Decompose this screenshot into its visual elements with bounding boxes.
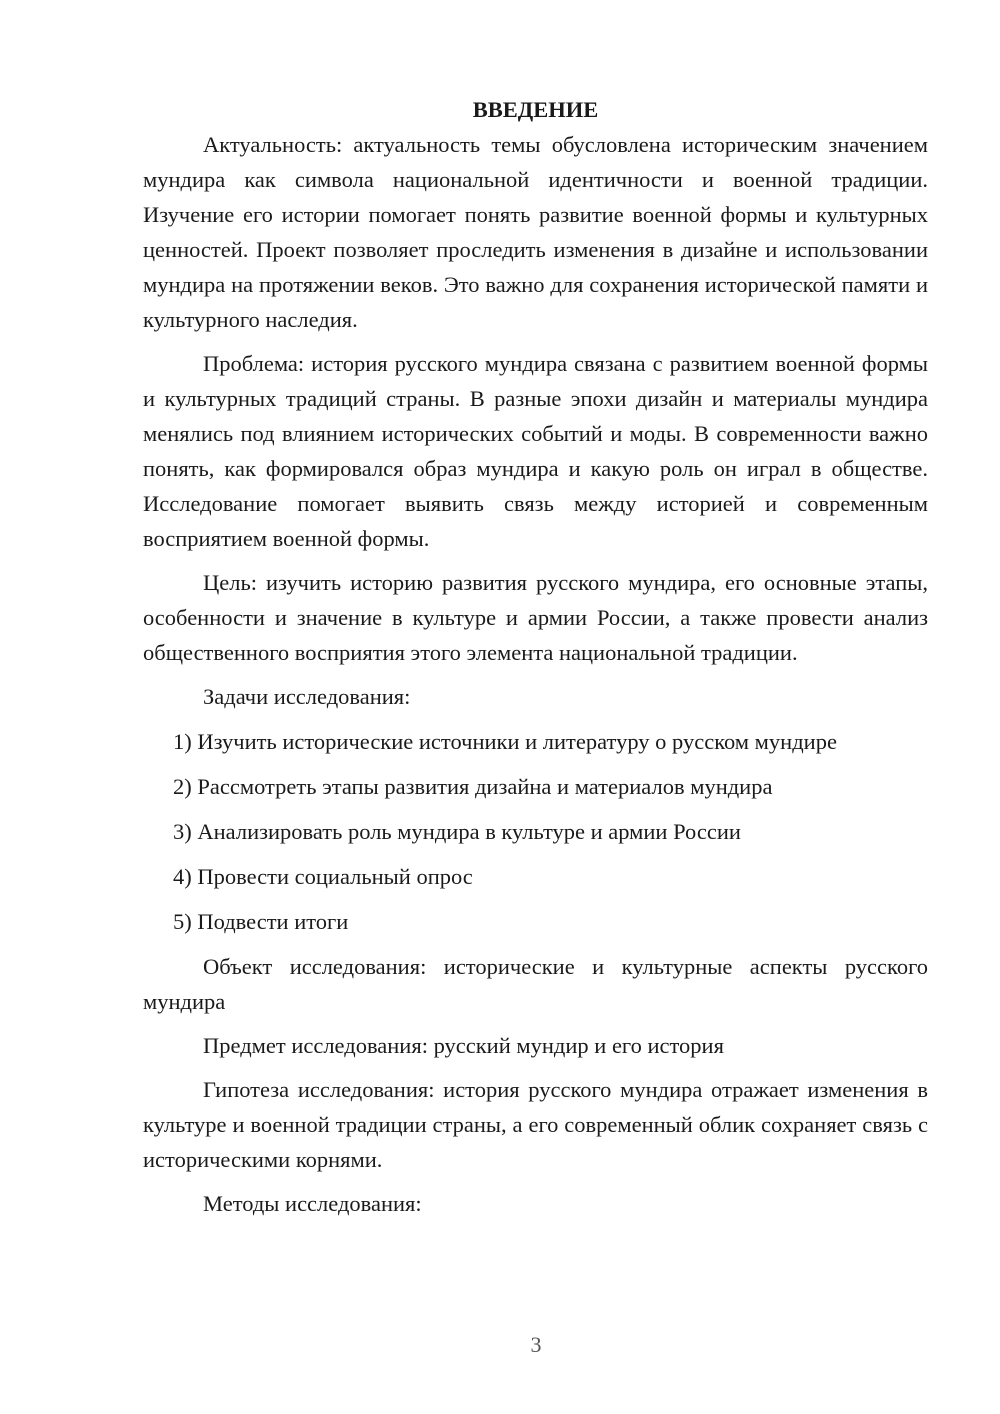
list-item: 5) Подвести итоги [173,909,349,934]
list-item: 2) Рассмотреть этапы развития дизайна и материалов мундира [173,774,773,799]
problem-paragraph: Проблема: история русского мундира связана с развитием военной формы и культурных традиций страны. В разные эпохи дизайн и материалы мундира менялись под влиянием исторических событий и моды. В современности важно понять, как формировался образ мундира и какую роль он играл в обществе. Исследование помогает выявить связь между историей и современным восприятием военной формы. [143,351,928,551]
list-item: 4) Провести социальный опрос [173,864,473,889]
list-item: 1) Изучить исторические источники и литературу о русском мундире [173,729,837,754]
section-title: ВВЕДЕНИЕ [472,97,599,122]
page-number: 3 [530,1332,542,1357]
list-item: 3) Анализировать роль мундира в культуре и армии России [173,819,741,844]
object-paragraph: Объект исследования: исторические и культурные аспекты русского мундира [143,954,928,1014]
tasks-label: Задачи исследования: [203,684,411,709]
subject-paragraph: Предмет исследования: русский мундир и его история [203,1033,724,1058]
goal-paragraph: Цель: изучить историю развития русского мундира, его основные этапы, особенности и значение в культуре и армии России, а также провести анализ общественного восприятия этого элемента национальной традиции. [143,570,928,665]
document-page [143,92,928,1231]
methods-label: Методы исследования: [203,1191,422,1216]
hypothesis-paragraph: Гипотеза исследования: история русского мундира отражает изменения в культуре и военной традиции страны, а его современный облик сохраняет связь с историческими корнями. [143,1077,928,1172]
relevance-paragraph: Актуальность: актуальность темы обусловлена историческим значением мундира как символа национальной идентичности и военной традиции. Изучение его истории помогает понять развитие военной формы и культурных ценностей. Проект позволяет проследить изменения в дизайне и использовании мундира на протяжении веков. Это важно для сохранения исторической памяти и культурного наследия. [143,132,928,332]
tasks-list [143,724,928,939]
